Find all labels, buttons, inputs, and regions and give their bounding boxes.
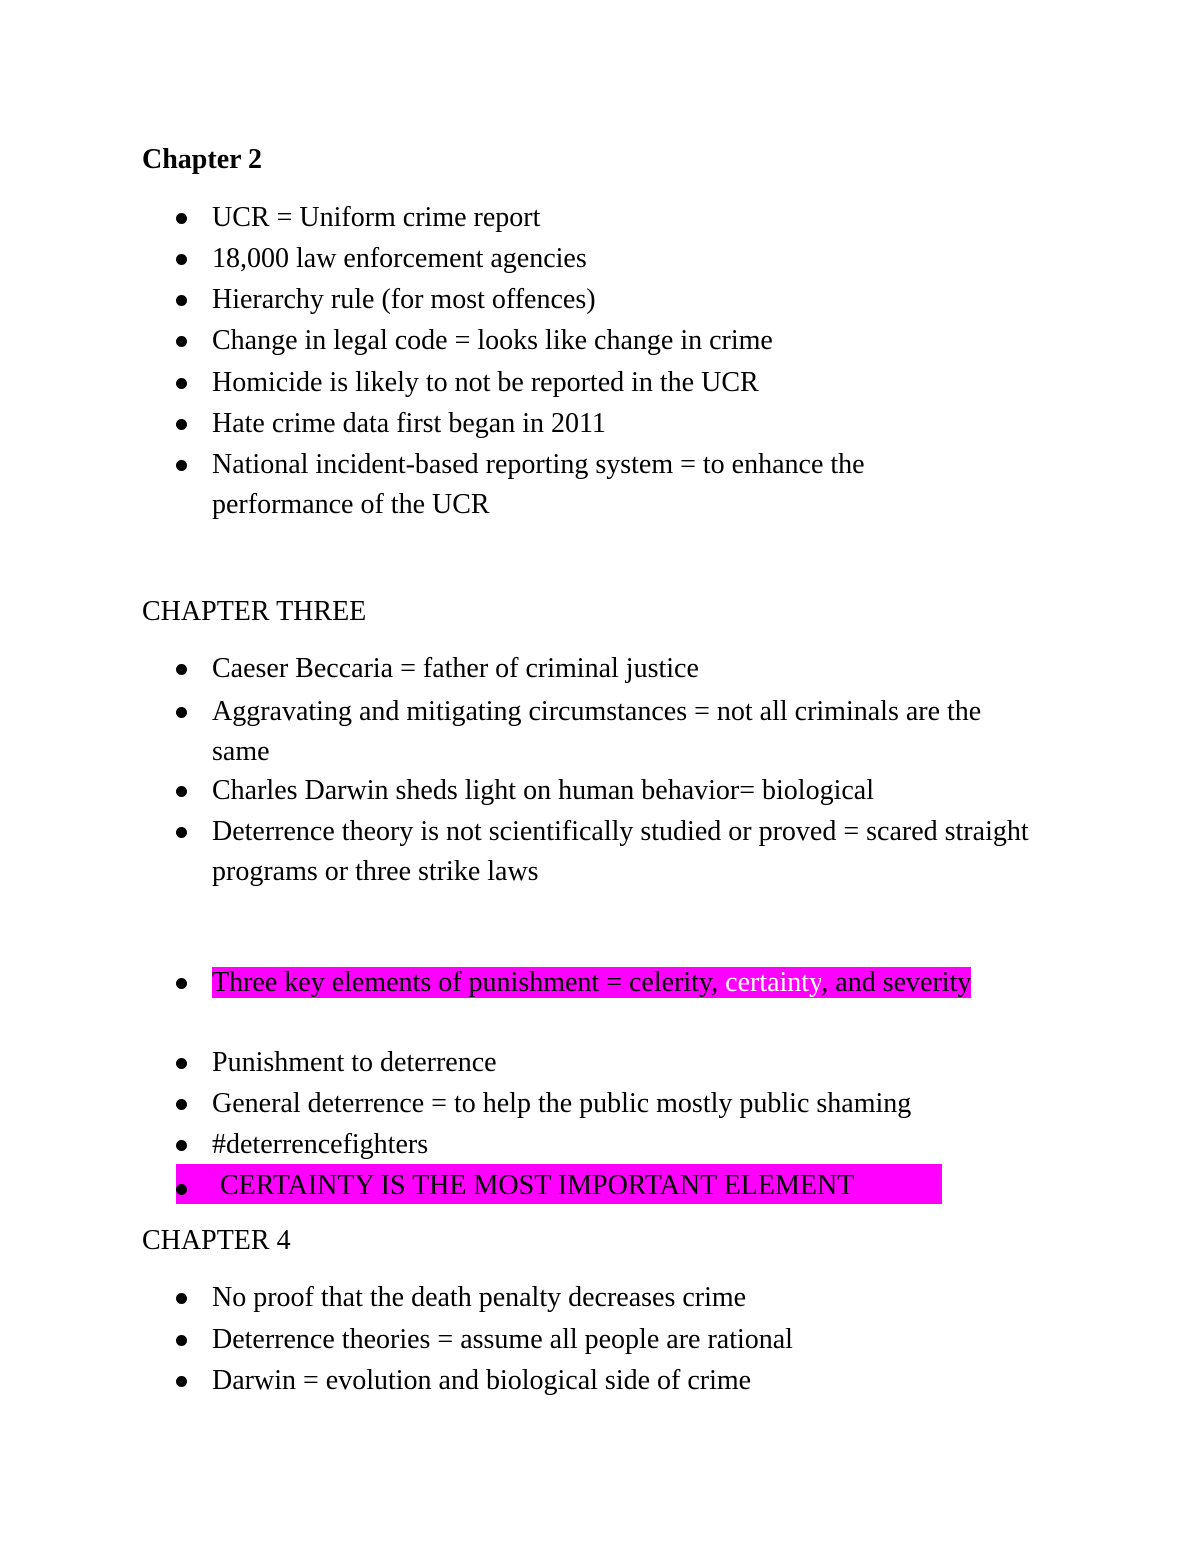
chapter-three-heading: CHAPTER THREE <box>142 596 367 627</box>
list-item <box>176 1278 1036 1318</box>
bullet-icon <box>176 1335 187 1346</box>
list-item <box>176 1320 1036 1360</box>
highlight-text: Three key elements of punishment = celerity, <box>212 967 726 998</box>
bullet-icon <box>176 460 187 471</box>
list-item <box>176 321 1036 361</box>
bullet-icon <box>176 1058 187 1069</box>
list-item-text: Change in legal code = looks like change in crime <box>212 325 773 356</box>
list-item-text: Hate crime data first began in 2011 <box>212 408 606 439</box>
highlight-white-word: certainty <box>725 967 822 998</box>
bullet-icon <box>176 1293 187 1304</box>
bullet-icon <box>176 336 187 347</box>
list-item <box>176 1043 1036 1083</box>
list-item <box>176 1125 1036 1165</box>
bullet-icon <box>176 664 187 675</box>
bullet-icon <box>176 827 187 838</box>
bullet-icon <box>176 1376 187 1387</box>
bullet-icon <box>176 378 187 389</box>
list-item <box>176 1084 1036 1124</box>
list-item-text: 18,000 law enforcement agencies <box>212 243 587 274</box>
bullet-icon <box>176 295 187 306</box>
bullet-icon <box>176 213 187 224</box>
chapter-2-heading: Chapter 2 <box>142 144 263 175</box>
list-item <box>176 445 976 525</box>
list-item <box>176 404 1036 444</box>
bullet-icon <box>176 419 187 430</box>
list-item-text: General deterrence = to help the public mostly public shaming <box>212 1088 912 1119</box>
list-item-highlighted <box>176 963 976 1003</box>
list-item-text: Deterrence theories = assume all people are rational <box>212 1324 793 1355</box>
bullet-icon <box>176 1140 187 1151</box>
list-item-text: Hierarchy rule (for most offences) <box>212 284 596 315</box>
list-item <box>176 280 1036 320</box>
emphasis-text: CERTAINTY IS THE MOST IMPORTANT ELEMENT <box>220 1170 855 1201</box>
list-item-text: Deterrence theory is not scientifically studied or proved = scared straight programs or three strike laws <box>212 816 1029 887</box>
list-item-text: Homicide is likely to not be reported in the UCR <box>212 367 759 398</box>
list-item-text: Aggravating and mitigating circumstances = not all criminals are the same <box>212 696 982 767</box>
bullet-icon <box>176 978 187 989</box>
list-item-text: #deterrencefighters <box>212 1129 429 1160</box>
list-item <box>176 239 1036 279</box>
list-item-text: Punishment to deterrence <box>212 1047 497 1078</box>
list-item-text: No proof that the death penalty decreases crime <box>212 1282 747 1313</box>
list-item-text: UCR = Uniform crime report <box>212 202 541 233</box>
chapter-4-heading: CHAPTER 4 <box>142 1225 291 1256</box>
list-item <box>176 771 1036 811</box>
bullet-icon <box>176 1184 187 1195</box>
list-item <box>176 1361 1036 1401</box>
bullet-icon <box>176 1099 187 1110</box>
list-item <box>176 198 1036 238</box>
bullet-icon <box>176 254 187 265</box>
highlight-text: , and severity <box>821 967 972 998</box>
list-item <box>176 649 1036 689</box>
list-item-text <box>212 963 976 1003</box>
list-item-text: Caeser Beccaria = father of criminal justice <box>212 653 699 684</box>
list-item <box>176 363 1036 403</box>
list-item-text: National incident-based reporting system = to enhance the performance of the UCR <box>212 449 865 520</box>
list-item-text: Charles Darwin sheds light on human behavior= biological <box>212 775 874 806</box>
emphasis-line <box>176 1164 942 1204</box>
bullet-icon <box>176 707 187 718</box>
bullet-icon <box>176 786 187 797</box>
list-item <box>176 812 1036 892</box>
list-item-text: Darwin = evolution and biological side of crime <box>212 1365 752 1396</box>
list-item <box>176 692 1036 772</box>
